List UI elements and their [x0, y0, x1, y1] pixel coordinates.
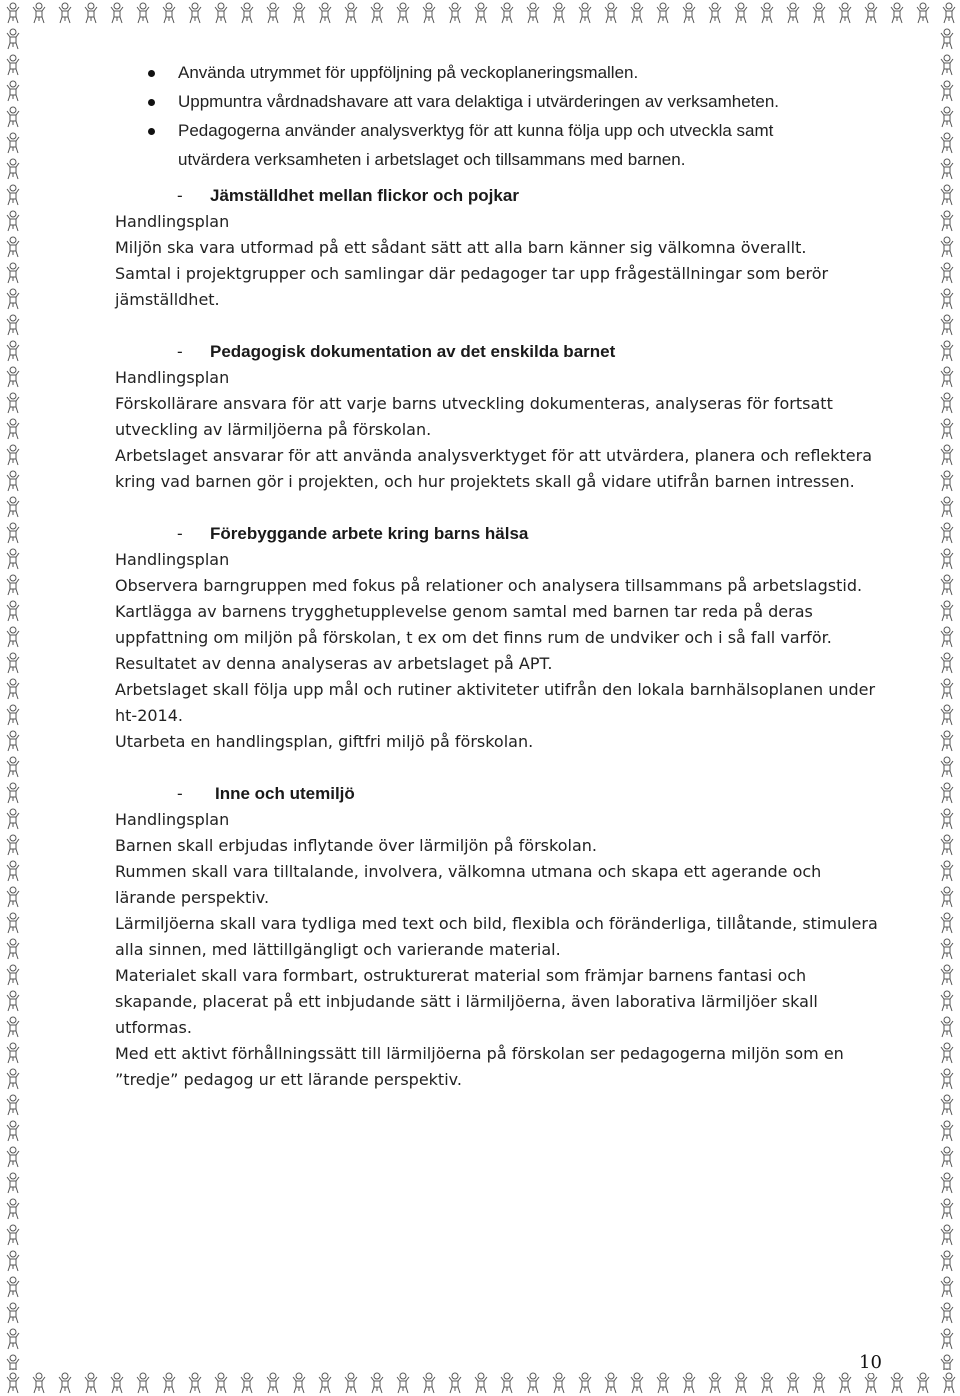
- child-figure-icon: [934, 156, 960, 182]
- child-figure-icon: [702, 0, 728, 26]
- child-figure-icon: [728, 0, 754, 26]
- section-paragraph: Miljön ska vara utformad på ett sådant sätt att alla barn känner sig välkomna överallt.: [115, 238, 807, 257]
- section-pedagogisk-dokumentation: [115, 339, 885, 495]
- child-figure-icon: [338, 0, 364, 26]
- child-figure-icon: [650, 0, 676, 26]
- child-figure-icon: [934, 1274, 960, 1300]
- bullet-list: [115, 58, 885, 174]
- section-title-text: Inne och utemiljö: [215, 784, 355, 803]
- child-figure-icon: [234, 1370, 260, 1396]
- child-figure-icon: [0, 156, 26, 182]
- child-figure-icon: [0, 988, 26, 1014]
- child-figure-icon: [884, 1370, 910, 1396]
- child-figure-icon: [0, 1144, 26, 1170]
- child-figure-icon: [934, 1040, 960, 1066]
- child-figure-icon: [780, 1370, 806, 1396]
- section-paragraph: Observera barngruppen med fokus på relationer och analysera tillsammans på arbetslagstid.: [115, 576, 863, 595]
- child-figure-icon: [0, 1326, 26, 1352]
- child-figure-icon: [0, 1222, 26, 1248]
- child-figure-icon: [934, 1170, 960, 1196]
- child-figure-icon: [934, 754, 960, 780]
- child-figure-icon: [934, 1326, 960, 1352]
- child-figure-icon: [0, 832, 26, 858]
- section-paragraph: Materialet skall vara formbart, ostrukturerat material som främjar barnens fantasi och skapande, placerat på ett inbjudande sätt i lärmiljöerna, även laborativa lärmiljöer skall utformas.: [115, 966, 818, 1037]
- child-figure-icon: [806, 0, 832, 26]
- child-figure-icon: [676, 1370, 702, 1396]
- child-figure-icon: [934, 962, 960, 988]
- child-figure-icon: [0, 910, 26, 936]
- child-figure-icon: [934, 1066, 960, 1092]
- child-figure-icon: [934, 1092, 960, 1118]
- child-figure-icon: [934, 182, 960, 208]
- child-figure-icon: [0, 1040, 26, 1066]
- child-figure-icon: [0, 312, 26, 338]
- child-figure-icon: [182, 1370, 208, 1396]
- child-figure-icon: [934, 910, 960, 936]
- child-figure-icon: [156, 1370, 182, 1396]
- child-figure-icon: [78, 1370, 104, 1396]
- child-figure-icon: [0, 962, 26, 988]
- bullet-item: Uppmuntra vårdnadshavare att vara delaktiga i utvärderingen av verksamheten.: [115, 87, 885, 116]
- child-figure-icon: [0, 858, 26, 884]
- section-label: Handlingsplan: [115, 810, 230, 829]
- child-figure-icon: [934, 702, 960, 728]
- child-figure-icon: [0, 0, 26, 26]
- child-figure-icon: [934, 1196, 960, 1222]
- child-figure-icon: [934, 806, 960, 832]
- child-figure-icon: [78, 0, 104, 26]
- child-figure-icon: [0, 676, 26, 702]
- child-figure-icon: [104, 1370, 130, 1396]
- child-figure-icon: [0, 286, 26, 312]
- child-figure-icon: [0, 182, 26, 208]
- child-figure-icon: [312, 1370, 338, 1396]
- child-figure-icon: [0, 1014, 26, 1040]
- child-figure-icon: [0, 598, 26, 624]
- child-figure-icon: [0, 1370, 26, 1396]
- child-figure-icon: [390, 1370, 416, 1396]
- child-figure-icon: [26, 0, 52, 26]
- child-figure-icon: [934, 130, 960, 156]
- child-figure-icon: [416, 1370, 442, 1396]
- child-figure-icon: [0, 1118, 26, 1144]
- child-figure-icon: [520, 0, 546, 26]
- page-border-top: [0, 0, 960, 26]
- child-figure-icon: [0, 468, 26, 494]
- section-paragraph: Kartlägga av barnens trygghetupplevelse genom samtal med barnen tar reda på deras uppfattning om miljön på förskolan, t ex om det finns rum de undviker och i så fall varför. Resultatet av denna analyseras av arbetslaget på APT.: [115, 602, 832, 673]
- child-figure-icon: [934, 390, 960, 416]
- section-paragraph: Utarbeta en handlingsplan, giftfri miljö på förskolan.: [115, 732, 534, 751]
- child-figure-icon: [934, 208, 960, 234]
- child-figure-icon: [0, 1248, 26, 1274]
- child-figure-icon: [934, 624, 960, 650]
- child-figure-icon: [934, 234, 960, 260]
- child-figure-icon: [0, 1170, 26, 1196]
- child-figure-icon: [208, 1370, 234, 1396]
- child-figure-icon: [286, 0, 312, 26]
- child-figure-icon: [52, 1370, 78, 1396]
- section-title-text: Pedagogisk dokumentation av det enskilda barnet: [210, 342, 616, 361]
- child-figure-icon: [494, 0, 520, 26]
- section-paragraph: Rummen skall vara tilltalande, involvera, välkomna utmana och skapa ett agerande och lärande perspektiv.: [115, 862, 822, 907]
- child-figure-icon: [208, 0, 234, 26]
- child-figure-icon: [286, 1370, 312, 1396]
- page-border-right: [934, 26, 960, 1370]
- child-figure-icon: [0, 1352, 26, 1370]
- child-figure-icon: [546, 0, 572, 26]
- child-figure-icon: [936, 1370, 960, 1396]
- child-figure-icon: [572, 1370, 598, 1396]
- child-figure-icon: [934, 1300, 960, 1326]
- section-title: - Inne och utemiljö: [177, 784, 355, 803]
- section-paragraph: Arbetslaget skall följa upp mål och rutiner aktiviteter utifrån den lokala barnhälsoplanen under ht-2014.: [115, 680, 876, 725]
- child-figure-icon: [934, 728, 960, 754]
- section-label: Handlingsplan: [115, 212, 230, 231]
- child-figure-icon: [934, 286, 960, 312]
- child-figure-icon: [468, 0, 494, 26]
- child-figure-icon: [936, 0, 960, 26]
- child-figure-icon: [624, 0, 650, 26]
- child-figure-icon: [182, 0, 208, 26]
- child-figure-icon: [934, 858, 960, 884]
- child-figure-icon: [468, 1370, 494, 1396]
- child-figure-icon: [934, 468, 960, 494]
- child-figure-icon: [934, 78, 960, 104]
- child-figure-icon: [934, 1248, 960, 1274]
- child-figure-icon: [0, 1066, 26, 1092]
- child-figure-icon: [934, 520, 960, 546]
- child-figure-icon: [754, 0, 780, 26]
- child-figure-icon: [0, 1196, 26, 1222]
- child-figure-icon: [0, 650, 26, 676]
- child-figure-icon: [0, 234, 26, 260]
- page-number: 10: [859, 1352, 882, 1373]
- child-figure-icon: [312, 0, 338, 26]
- child-figure-icon: [0, 338, 26, 364]
- section-paragraph: Lärmiljöerna skall vara tydliga med text och bild, flexibla och föränderliga, tillåtande, stimulera alla sinnen, med lättillgängligt och varierande material.: [115, 914, 878, 959]
- child-figure-icon: [130, 1370, 156, 1396]
- child-figure-icon: [934, 312, 960, 338]
- section-label: Handlingsplan: [115, 550, 230, 569]
- child-figure-icon: [934, 338, 960, 364]
- page-content: [115, 58, 885, 1093]
- child-figure-icon: [0, 390, 26, 416]
- child-figure-icon: [0, 1300, 26, 1326]
- child-figure-icon: [832, 1370, 858, 1396]
- child-figure-icon: [0, 520, 26, 546]
- child-figure-icon: [934, 1144, 960, 1170]
- child-figure-icon: [934, 1222, 960, 1248]
- section-paragraph: Arbetslaget ansvarar för att använda analysverktyget för att utvärdera, planera och reflektera kring vad barnen gör i projekten, och hur projektets skall gå vidare utifrån barnen intressen.: [115, 446, 873, 491]
- child-figure-icon: [520, 1370, 546, 1396]
- child-figure-icon: [934, 260, 960, 286]
- child-figure-icon: [934, 1118, 960, 1144]
- child-figure-icon: [0, 1092, 26, 1118]
- section-title-text: Förebyggande arbete kring barns hälsa: [210, 524, 529, 543]
- child-figure-icon: [546, 1370, 572, 1396]
- child-figure-icon: [934, 884, 960, 910]
- child-figure-icon: [598, 0, 624, 26]
- child-figure-icon: [494, 1370, 520, 1396]
- section-paragraph: Förskollärare ansvara för att varje barns utveckling dokumenteras, analyseras för fortsatt utveckling av lärmiljöerna på förskolan.: [115, 394, 833, 439]
- child-figure-icon: [0, 442, 26, 468]
- child-figure-icon: [0, 364, 26, 390]
- child-figure-icon: [416, 0, 442, 26]
- child-figure-icon: [26, 1370, 52, 1396]
- section-title-text: Jämställdhet mellan flickor och pojkar: [210, 186, 519, 205]
- child-figure-icon: [0, 78, 26, 104]
- child-figure-icon: [884, 0, 910, 26]
- child-figure-icon: [0, 26, 26, 52]
- child-figure-icon: [0, 936, 26, 962]
- section-title: - Förebyggande arbete kring barns hälsa: [177, 524, 529, 543]
- section-label: Handlingsplan: [115, 368, 230, 387]
- child-figure-icon: [780, 0, 806, 26]
- child-figure-icon: [0, 702, 26, 728]
- section-title: - Jämställdhet mellan flickor och pojkar: [177, 186, 519, 205]
- child-figure-icon: [728, 1370, 754, 1396]
- child-figure-icon: [934, 442, 960, 468]
- child-figure-icon: [934, 832, 960, 858]
- bullet-item: Pedagogerna använder analysverktyg för att kunna följa upp och utveckla samt utvärdera verksamheten i arbetslaget och tillsammans med barnen.: [115, 116, 885, 174]
- child-figure-icon: [364, 0, 390, 26]
- section-title: - Pedagogisk dokumentation av det enskilda barnet: [177, 342, 616, 361]
- child-figure-icon: [130, 0, 156, 26]
- child-figure-icon: [0, 130, 26, 156]
- child-figure-icon: [934, 104, 960, 130]
- child-figure-icon: [0, 416, 26, 442]
- child-figure-icon: [934, 546, 960, 572]
- section-forebyggande-halsa: [115, 521, 885, 755]
- child-figure-icon: [832, 0, 858, 26]
- section-inne-och-utemiljo: [115, 781, 885, 1093]
- child-figure-icon: [934, 52, 960, 78]
- child-figure-icon: [338, 1370, 364, 1396]
- child-figure-icon: [442, 0, 468, 26]
- child-figure-icon: [572, 0, 598, 26]
- bullet-item: Använda utrymmet för uppföljning på veckoplaneringsmallen.: [115, 58, 885, 87]
- child-figure-icon: [0, 884, 26, 910]
- child-figure-icon: [858, 1370, 884, 1396]
- child-figure-icon: [0, 1274, 26, 1300]
- child-figure-icon: [676, 0, 702, 26]
- child-figure-icon: [650, 1370, 676, 1396]
- child-figure-icon: [858, 0, 884, 26]
- child-figure-icon: [934, 780, 960, 806]
- child-figure-icon: [0, 780, 26, 806]
- child-figure-icon: [0, 806, 26, 832]
- child-figure-icon: [0, 260, 26, 286]
- child-figure-icon: [806, 1370, 832, 1396]
- child-figure-icon: [0, 546, 26, 572]
- child-figure-icon: [0, 754, 26, 780]
- child-figure-icon: [0, 52, 26, 78]
- child-figure-icon: [934, 676, 960, 702]
- child-figure-icon: [104, 0, 130, 26]
- child-figure-icon: [934, 26, 960, 52]
- child-figure-icon: [934, 572, 960, 598]
- child-figure-icon: [52, 0, 78, 26]
- child-figure-icon: [934, 650, 960, 676]
- child-figure-icon: [702, 1370, 728, 1396]
- child-figure-icon: [156, 0, 182, 26]
- child-figure-icon: [0, 572, 26, 598]
- child-figure-icon: [260, 0, 286, 26]
- child-figure-icon: [754, 1370, 780, 1396]
- child-figure-icon: [598, 1370, 624, 1396]
- page-border-bottom: [0, 1370, 960, 1396]
- section-jamstalldhet: [115, 183, 885, 313]
- child-figure-icon: [910, 1370, 936, 1396]
- section-paragraph: Med ett aktivt förhållningssätt till lärmiljöerna på förskolan ser pedagogerna miljön som en ”tredje” pedagog ur ett lärande perspektiv.: [115, 1044, 844, 1089]
- child-figure-icon: [0, 624, 26, 650]
- section-paragraph: Samtal i projektgrupper och samlingar där pedagoger tar upp frågeställningar som berör jämställdhet.: [115, 264, 829, 309]
- child-figure-icon: [0, 728, 26, 754]
- child-figure-icon: [934, 494, 960, 520]
- child-figure-icon: [934, 1352, 960, 1370]
- child-figure-icon: [934, 598, 960, 624]
- section-paragraph: Barnen skall erbjudas inflytande över lärmiljön på förskolan.: [115, 836, 597, 855]
- child-figure-icon: [0, 104, 26, 130]
- child-figure-icon: [934, 364, 960, 390]
- child-figure-icon: [624, 1370, 650, 1396]
- child-figure-icon: [364, 1370, 390, 1396]
- child-figure-icon: [442, 1370, 468, 1396]
- child-figure-icon: [260, 1370, 286, 1396]
- child-figure-icon: [0, 208, 26, 234]
- page-border-left: [0, 26, 26, 1370]
- child-figure-icon: [934, 416, 960, 442]
- child-figure-icon: [910, 0, 936, 26]
- child-figure-icon: [934, 988, 960, 1014]
- child-figure-icon: [390, 0, 416, 26]
- child-figure-icon: [934, 936, 960, 962]
- child-figure-icon: [234, 0, 260, 26]
- child-figure-icon: [0, 494, 26, 520]
- child-figure-icon: [934, 1014, 960, 1040]
